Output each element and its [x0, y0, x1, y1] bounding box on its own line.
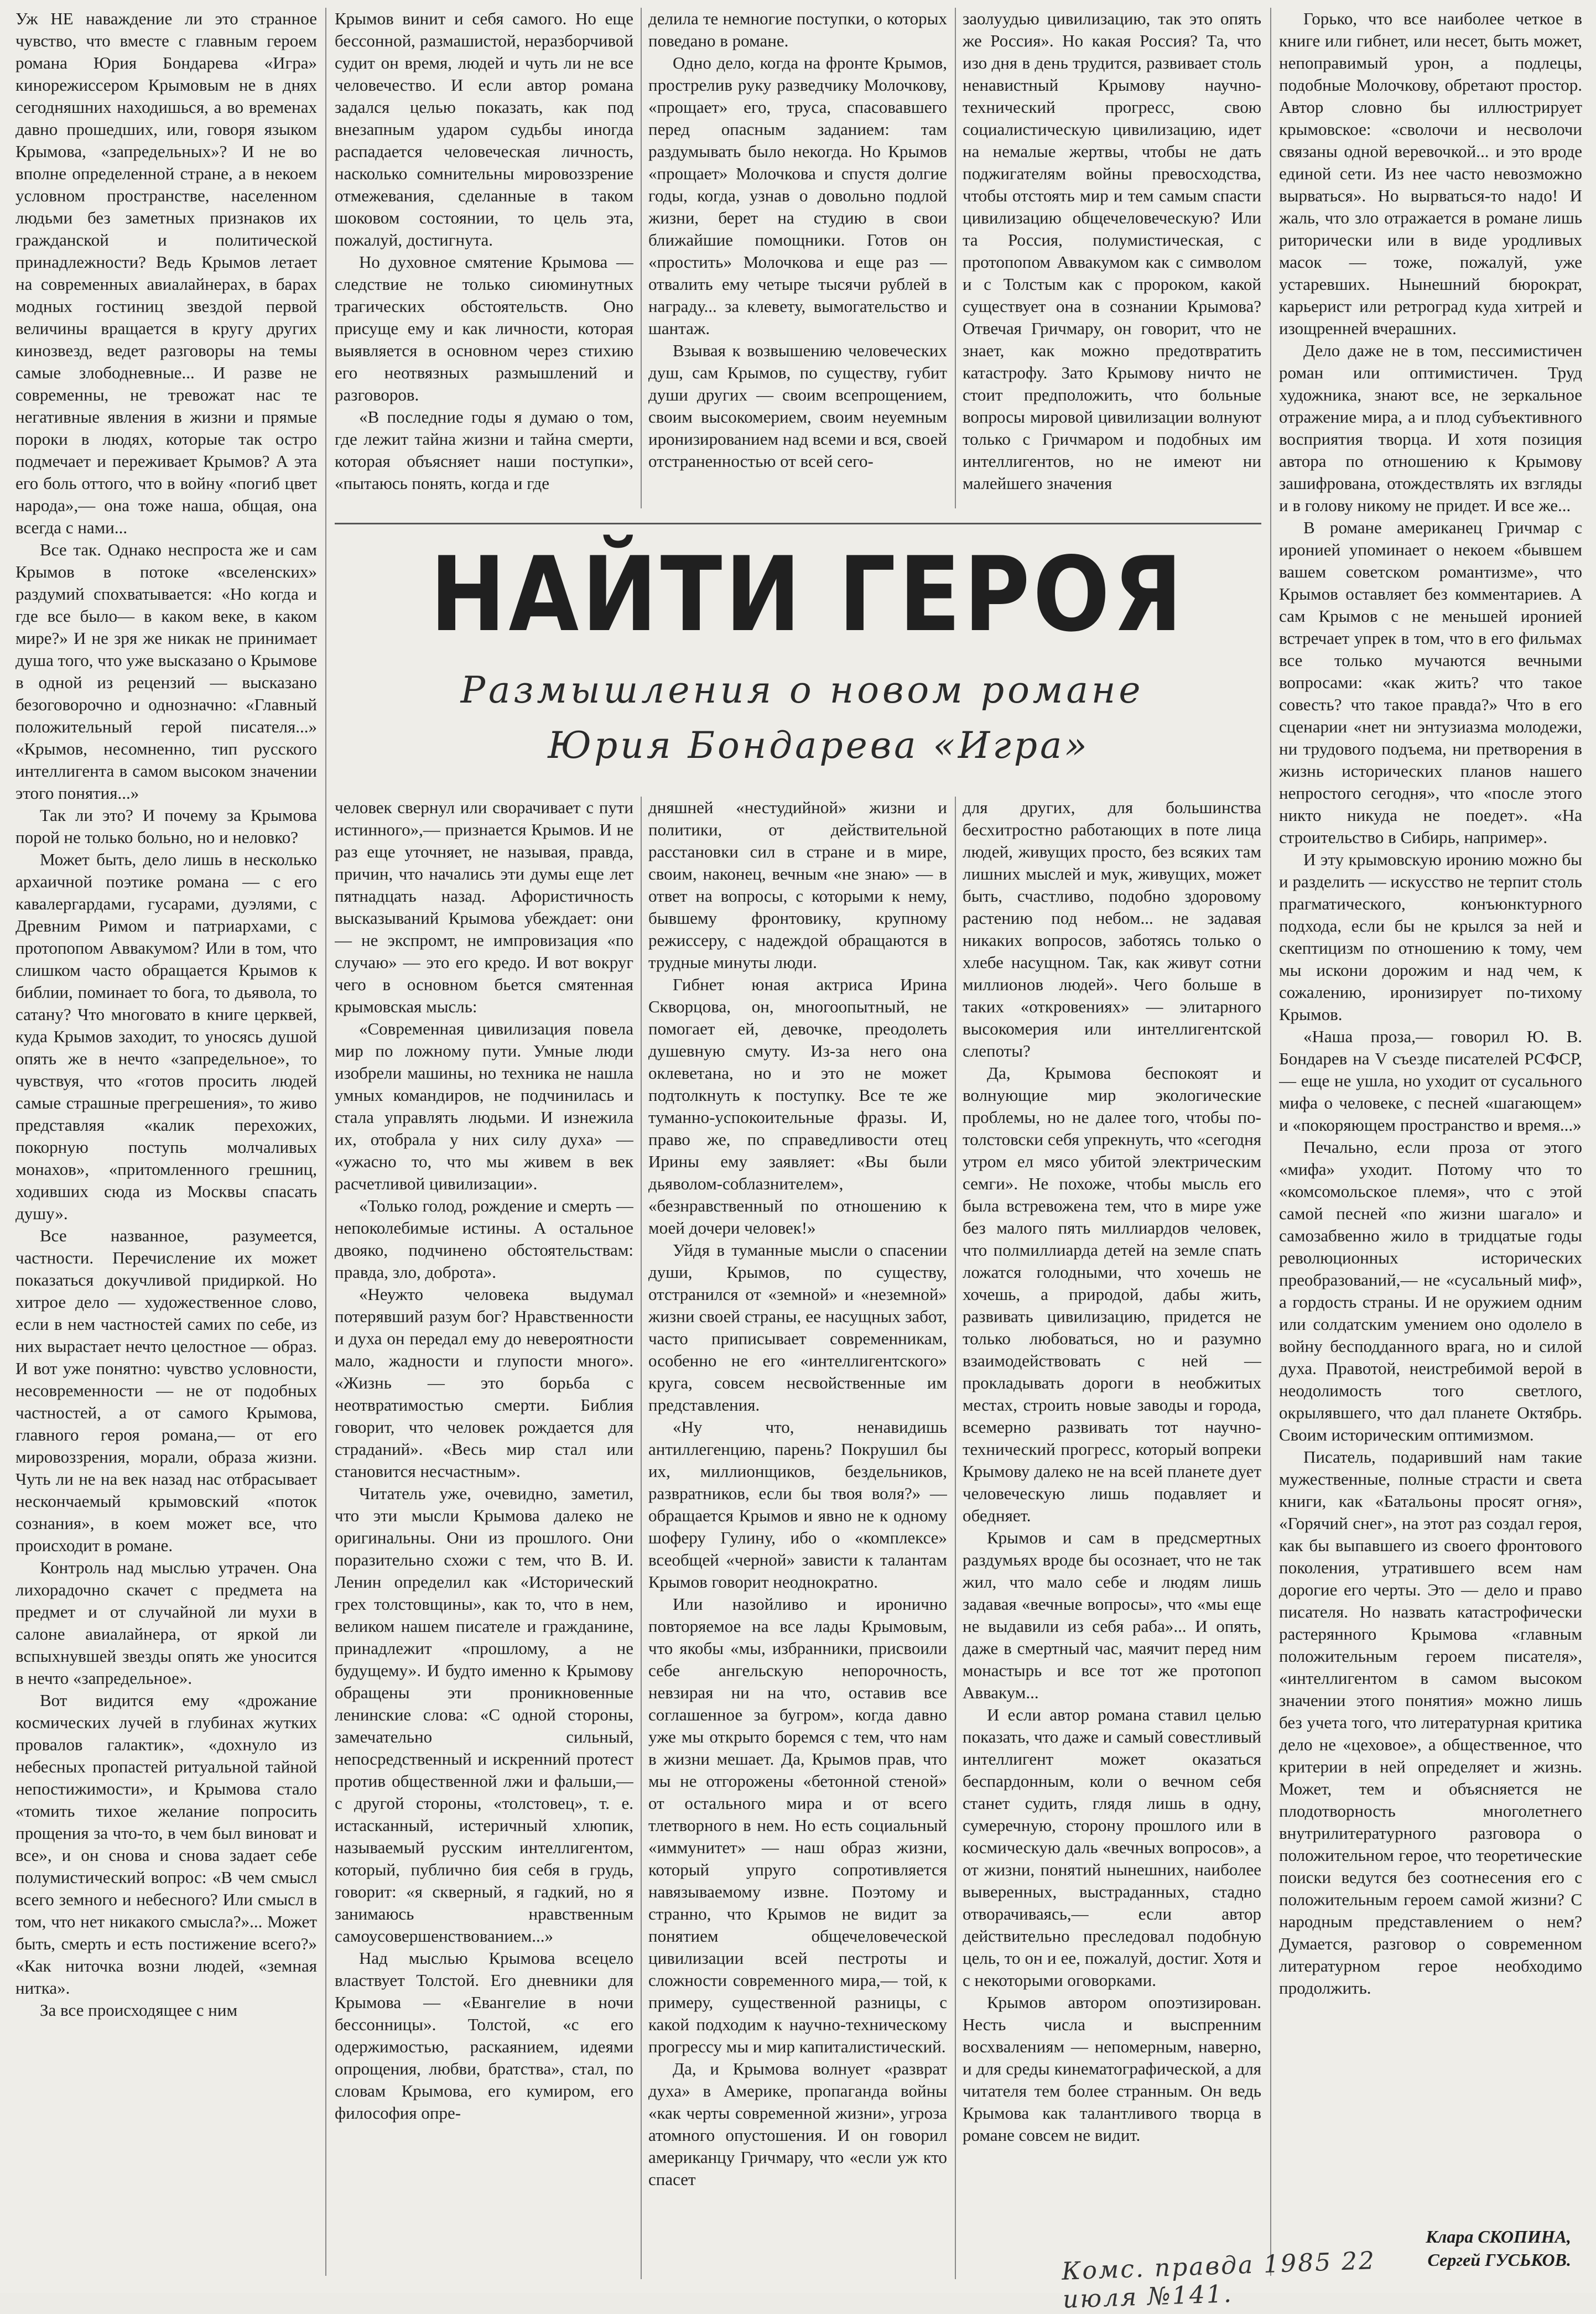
paragraph: «Неужто человека выдумал потерявший разум бог? Нравственности и духа он передал ему до невероятности мало, жадности и глупости много». «Жизнь — это борьба с неотвратимостью смерти. Библия говорит, что человек рождается для страданий». «Весь мир стал или становится несчастным».: [335, 1285, 633, 1481]
author-name: Сергей ГУСЬКОВ.: [1427, 2250, 1571, 2270]
handwritten-source-note: Комс. правда 1985 22 июля №141.: [1061, 2247, 1376, 2314]
paragraph: Все названное, разумеется, частности. Перечисление их может показаться докучливой придиркой. Но хитрое дело — художественное слово, если в нем частностей самих по себе, из них вырастает нечто целостное — образ. И вот уже понятно: чувство условности, несовременности — не от подобных частностей, а от самого Крымова, главного героя романа,— от его мировоззрения, морали, образа жизни. Чуть ли не на век назад нас отбрасывает нескончаемый крымовский «поток сознания», в коем может все, что происходит в романе.: [15, 1226, 317, 1555]
column-divider: [325, 8, 326, 2276]
paragraph: В романе американец Гричмар с иронией упоминает о некоем «бывшем вашем советском романтизме», что Крымов оставляет без комментариев. А сам Крымов с не меньшей иронией встречает упрек в том, что в его фильмах все только мучаются вечными вопросами: «как жить? что такое совесть? что такое правда?» Что в его сценарии «нет ни энтузиазма молодежи, ни трудового подъема, ни претворения в жизнь исторических планов нашего непростого сегодня», что «после этого никто никуда не поедет». «На строительство в Сибирь, например».: [1279, 518, 1582, 847]
paragraph: Взывая к возвышению человеческих душ, сам Крымов, по существу, губит души других — своим всепрощением, своим высокомерием, своим неуемным иронизированием над всеми и вся, своей отстраненностью от всей сего-: [648, 341, 947, 471]
column-2-bottom: [335, 797, 633, 2279]
headline-rule-top: [335, 523, 1261, 524]
column-4-top: [963, 8, 1261, 508]
paragraph: Так ли это? И почему за Крымова порой не только больно, но и неловко?: [15, 805, 317, 847]
paragraph: Одно дело, когда на фронте Крымов, прострелив руку разведчику Молочкову, «прощает» его, труса, спасовавшего перед опасным заданием: там раздумывать было некогда. Но Крымов «прощает» Молочкова и спустя долгие годы, когда, узнав о довольно подлой жизни, берет на студию в свои ближайшие помощники. Готов он «простить» Молочкова и еще раз — отвалить ему четыре тысячи рублей в награду... за клевету, вымогательство и шантаж.: [648, 53, 947, 338]
subtitle-book: Юрия Бондарева «Игра»: [548, 724, 1090, 767]
paragraph: Уж НЕ наваждение ли это странное чувство, что вместе с главным героем романа Юрия Бондарева «Игра» кинорежиссером Крымовым не в днях сегодняшних находишься, а во временах давно прошедших, или, говоря языком Крымова, «запредельных»? И не во вполне определенной стране, а в некоем условном пространстве, населенном людьми без заметных признаков их гражданской и политической принадлежности? Ведь Крымов летает на современных авиалайнерах, в барах модных гостиниц звездой первой величины вращается в кругу других кинозвезд, ведет разговоры на темы самые злободневные... И разве не современны, не тревожат нас те негативные явления в жизни и прямые пороки в людях, которые так остро подмечает и переживает Крымов? А эта его боль оттого, что в войну «погиб цвет народа»,— она тоже наша, общая, она всегда с нами...: [15, 9, 317, 537]
paragraph: И если автор романа ставил целью показать, что даже и самый совестливый интеллигент может оказаться беспардонным, коли о вечном себя станет судить, глядя лишь в одну, сумеречную, сторону прошлого или в космическую даль «вечных вопросов», а от жизни, понятий нынешних, наиболее выверенных, выстраданных, стадно отворачиваясь,— если автор действительно преследовал подобную цель, то он и ее, пожалуй, достиг. Хотя и с некоторыми оговорками.: [963, 1705, 1261, 1990]
paragraph: Уйдя в туманные мысли о спасении души, Крымов, по существу, отстранился от «земной» и «неземной» жизни своей страны, ее насущных забот, часто приписывает современникам, особенно не его «интеллигентского» круга, совсем несвойственные им представления.: [648, 1240, 947, 1415]
paragraph: Да, Крымова беспокоят и волнующие мир экологические проблемы, но не далее того, чтобы по-толстовски себя упрекнуть, что «сегодня утром ел мясо убитой электрическим семги». Не похоже, чтобы мысль его была встревожена тем, что в мире уже без малого пять миллиардов человек, что полмиллиарда детей на земле спать ложатся голодными, что хочешь не хочешь, а природой, дабы жить, развивать цивилизацию, придется не только любоваться, но и разумно взаимодействовать с ней — прокладывать дороги в необжитых местах, строить новые заводы и города, всемерно развивать тот научно-технический прогресс, который вопреки Крымову далеко не на всей планете дует человеческую лишь подавляет и обедняет.: [963, 1063, 1261, 1525]
paragraph: дняшней «нестудийной» жизни и политики, от действительной расстановки сил в стране и в мире, своим, наконец, вечным «не знаю» — в ответ на вопросы, с которыми к нему, бывшему фронтовику, крупному режиссеру, с надеждой обращаются в трудные минуты люди.: [648, 798, 947, 972]
paragraph: Писатель, подаривший нам такие мужественные, полные страсти и света книги, как «Батальоны просят огня», «Горячий снег», на этот раз создал героя, как бы выпавшего из своего фронтового поколения, утратившего всем нам дорогие его черты. Это — дело и право писателя. Но назвать катастрофически растерянного Крымова «главным положительным героем писателя», «интеллигентом в самом высоком значении этого понятия» можно лишь без учета того, что литературная критика дело не «цеховое», а общественное, что критерии в ней определяет и жизнь. Может, тем и объясняется не плодотворность многолетнего внутрилитературного разговора о положительном герое, что теоретические поиски ведутся без соотнесения его с положительным героем самой жизни? С народным представлением о нем? Думается, разговор о современном литературном герое необходимо продолжить.: [1279, 1447, 1582, 1998]
paragraph: «Наша проза,— говорил Ю. В. Бондарев на V съезде писателей РСФСР,— еще не ушла, но уходит от сусального мифа о человеке, с песней «шагающем» и «покоряющем пространство и время...»: [1279, 1027, 1582, 1135]
column-4-bottom: [963, 797, 1261, 2246]
column-divider: [955, 797, 956, 2279]
paragraph: Крымов винит и себя самого. Но еще бессонной, размашистой, неразборчивой судит он время, людей и чуть ли не все человечество. И если автор романа задался целью показать, как под внезапным ударом судьбы иногда распадается человеческая личность, насколько сомнительны мировоззрение отмежевания, сделанные в таком шоковом состоянии, то цель эта, пожалуй, достигнута.: [335, 9, 633, 249]
paragraph: человек свернул или сворачивает с пути истинного»,— признается Крымов. И не раз еще уточняет, не называя, правда, причин, что начались эти думы еще лет пятнадцать назад. Афористичность высказываний Крымова убеждает: они — не экспромт, не импровизация «по случаю» — это его кредо. И вот вокруг чего в основном бьется смятенная крымовская мысль:: [335, 798, 633, 1016]
paragraph: Крымов и сам в предсмертных раздумьях вроде бы осознает, что не так жил, что мало себе и людям лишь задавая «вечные вопросы», что «мы еще не выдавили из себя раба»... И опять, даже в смертный час, маячит перед ним монастырь и все тот же протопоп Аввакум...: [963, 1528, 1261, 1702]
paragraph: «В последние годы я думаю о том, где лежит тайна жизни и тайна смерти, которая объясняет наши поступки», «пытаюсь понять, когда и где: [335, 407, 633, 493]
paragraph: «Современная цивилизация повела мир по ложному пути. Умные люди изобрели машины, но техника не нашла умных командиров, не подчинилась и стала управлять людьми. И изнежила их, отобрала у них силу духа» — «ужасно то, что мы живем в век расчетливой цивилизации».: [335, 1019, 633, 1193]
paragraph: Над мыслью Крымова всецело властвует Толстой. Его дневники для Крымова — «Евангелие в ночи бессонницы». Толстой, «с его одержимостью, раскаянием, идеями опрощения, любви, братства», стал, по словам Крымова, его кумиром, его философия опре-: [335, 1948, 633, 2123]
paragraph: Горько, что все наиболее четкое в книге или гибнет, или несет, быть может, непоправимый урон, а подлецы, подобные Молочкову, обретают простор. Автор словно бы иллюстрирует крымовское: «сволочи и несволочи связаны одной веревочкой... и это вроде единой сети. Из нее часто невозможно вырваться». Но вырваться-то надо! И жаль, что зло отражается в романе лишь риторически или в виде уродливых масок — тоже, пожалуй, уже устаревших. Нынешний бюрократ, карьерист или ретроград куда хитрей и изощренней вчерашних.: [1279, 9, 1582, 338]
paragraph: Гибнет юная актриса Ирина Скворцова, он, многоопытный, не помогает ей, девочке, преодолеть душевную смуту. Из-за него она оклеветана, но и это не может подтолкнуть к поступку. Все те же туманно-успокоительные фразы. И, право же, по справедливости отец Ирины ему заявляет: «Вы были дьяволом-соблазнителем», «безнравственный по отношению к моей дочери человек!»: [648, 975, 947, 1237]
paragraph: Все так. Однако неспроста же и сам Крымов в потоке «вселенских» раздумий спохватывается: «Но когда и где все было— в каком веке, в каком мире?» И не зря же никак не принимает душа того, что уже высказано о Крымове в одной из рецензий — высказано безоговорочно и однозначно: «Главный положительный герой писателя...» «Крымов, несомненно, тип русского интеллигента в самом высоком значении этого понятия...»: [15, 540, 317, 803]
column-divider: [1270, 8, 1271, 2276]
paragraph: И эту крымовскую иронию можно бы и разделить — искусство не терпит столь прагматического, конъюнктурного подхода, если бы не крылся за ней и скептицизм по отношению к тому, чем мы искони дорожим и над чем, к сожалению, иронизирует по-тихому Крымов.: [1279, 850, 1582, 1024]
column-2-top: [335, 8, 633, 508]
column-divider: [955, 8, 956, 508]
paragraph: Но духовное смятение Крымова — следствие не только сиюминутных трагических обстоятельств. Оно присуще ему и как личности, которая выявляется в основном через стихию его неотвязных размышлений и разговоров.: [335, 252, 633, 404]
paragraph: Контроль над мыслью утрачен. Она лихорадочно скачет с предмета на предмет и от случайной ли мухи в салоне авиалайнера, от яркой ли вспыхнувшей звезды опять же уносится в нечто «запредельное».: [15, 1558, 317, 1688]
paragraph: Дело даже не в том, пессимистичен роман или оптимистичен. Труд художника, знают все, не зеркальное отражение мира, а и плод субъективного восприятия творца. И хотя позиция автора по отношению к Крымову зашифрована, отождествлять их взгляды и в голову никому не придет. И все же...: [1279, 341, 1582, 515]
paragraph: «Ну что, ненавидишь антиллегенцию, парень? Покрушил бы их, миллионщиков, бездельников, развратников, если бы твоя воля?» — обращается Крымов и явно не к одному шоферу Гулину, ибо о «комплексе» всеобщей «черной» зависти к талантам Крымов говорит неоднократно.: [648, 1417, 947, 1592]
author-name: Клара СКОПИНА,: [1426, 2227, 1571, 2247]
paragraph: Читатель уже, очевидно, заметил, что эти мысли Крымова далеко не оригинальны. Они из прошлого. Они поразительно схожи с тем, что В. И. Ленин определил как «Исторический грех толстовщины», как то, что в нем, великом нашем писателе и гражданине, принадлежит «прошлому, а не будущему». И будто именно к Крымову обращены эти проникновенные ленинские слова: «С одной стороны, замечательно сильный, непосредственный и искренний протест против общественной лжи и фальши,— с другой стороны, «толстовец», т. е. истасканный, истеричный хлюпик, называемый русским интеллигентом, который, публично бия себя в грудь, говорит: «я скверный, я гадкий, но я занимаюсь нравственным самоусовершенствованием...»: [335, 1484, 633, 1946]
column-divider: [641, 8, 642, 508]
paragraph: «Только голод, рождение и смерть — непоколебимые истины. А остальное двояко, подчинено обстоятельствам: правда, зло, доброта».: [335, 1196, 633, 1282]
column-3-bottom: [648, 797, 947, 2279]
paragraph: заолуудью цивилизацию, так это опять же Россия». Но какая Россия? Та, что изо дня в день трудится, развивает столь ненавистный Крымову научно-технический прогресс, свою социалистическую цивилизацию, идет на немалые жертвы, чтобы не дать поджигателям войны превосходства, чтобы отстоять мир и тем самым спасти цивилизацию общечеловеческую? Или та Россия, полумистическая, с протопопом Аввакумом как с символом и с Толстым как с пророком, какой существует она в сознании Крымова? Отвечая Гричмару, он говорит, что не знает, как можно предотвратить катастрофу. Зато Крымову ничто не стоит предположить, что больные вопросы мировой цивилизации волнуют только с Гричмаром и подобных им интеллигентов, но не имеют ни малейшего значения: [963, 9, 1261, 493]
column-1: [15, 8, 317, 2281]
paragraph: Крымов автором опоэтизирован. Несть числа и выспренним восхвалениям — непомерным, наверно, и для среды кинематографической, а для читателя тем более странным. Он ведь Крымова как талантливого творца в романе совсем не видит.: [963, 1993, 1261, 2145]
paragraph: делила те немногие поступки, о которых поведано в романе.: [648, 9, 947, 50]
column-divider: [641, 797, 642, 2279]
paragraph: Печально, если проза от этого «мифа» уходит. Потому что то «комсомольское племя», что с этой самой песней «по жизни шагало» и самозабвенно жило в тридцатые годы революционных исторических преобразований,— не «сусальный миф», а гордость страны. И не оружием одним или солдатским умением оно одолело в войну бесподданного врага, но и силой духа. Правотой, неистребимой верой в неодолимость того светлого, окрылявшего, что дал планете Октябрь. Своим историческим оптимизмом.: [1279, 1137, 1582, 1444]
subtitle: Размышления о новом романе: [460, 669, 1144, 711]
column-5: [1279, 8, 1582, 2215]
paragraph: Вот видится ему «дрожание космических лучей в глубинах жутких провалов галактик», «дохнуло из небесных пропастей ритуальной тайной непостижимости», и Крымова стало «томить тихое желание попросить прощения за что-то, в чем был виноват и все», и он снова и снова задает себе полумистический вопрос: «В чем смысл всего земного и небесного? Или смысл в том, что нет никакого смысла?»... Может быть, смерть и есть постижение всего?» «Как ниточка возни людей, «земная нитка».: [15, 1691, 317, 1998]
paragraph: Да, и Крымова волнует «разврат духа» в Америке, пропаганда войны «как черты современной жизни», угроза атомного опустошения. И он говорил американцу Гричмару, что «если уж кто спасет: [648, 2059, 947, 2189]
paragraph: За все происходящее с ним: [40, 2000, 238, 2020]
paragraph: для других, для большинства бесхитростно работающих в поте лица людей, живущих просто, без всяких там лишних мыслей и мук, живущих, может быть, счастливо, подобно здоровому растению под небом... не задавая никаких вопросов, заботясь только о хлебе насущном. Так, как живут сотни миллионов людей». Чего больше в таких «откровениях» — элитарного высокомерия или интеллигентской слепоты?: [963, 798, 1261, 1060]
column-3-top: [648, 8, 947, 508]
paragraph: Может быть, дело лишь в несколько архаичной поэтике романа — с его кавалергардами, гусарами, дуэлями, с Древним Римом и патриархами, с протопопом Аввакумом? Или в том, что слишком часто обращается Крымов к библии, поминает то бога, то дьявола, то сатану? Что многовато в книге церквей, куда Крымов заходит, то уносясь душой опять же в нечто «запредельное», то чувствуя, что «готов просить людей самые страшные прегрешения», то живо представляя «калик перехожих, покорную поступь молчаливых монахов», «притомленного грешниц, ходивших сюда из Москвы спасать душу».: [15, 850, 317, 1223]
headline: НАЙТИ ГЕРОЯ: [430, 534, 1186, 654]
paragraph: Или назойливо и иронично повторяемое на все лады Крымовым, что якобы «мы, избранники, присвоили себе ангельскую непорочность, невзирая ни на что, оставив все соглашенное за бугром», когда давно уже мы открыто боремся с тем, что нам в жизни мешает. Да, Крымов прав, что мы не отгорожены «бетонной стеной» от остального мира и от всего тлетворного в нем. Но есть социальный «иммунитет» — наш образ жизни, который упруго сопротивляется навязываемому извне. Поэтому и странно, что Крымов не видит за понятием общечеловеческой цивилизации всей пестроты и сложности современного мира,— той, к примеру, существенной разницы, с какой подходим к научно-техническому прогрессу мы и мир капиталистический.: [648, 1594, 947, 2056]
